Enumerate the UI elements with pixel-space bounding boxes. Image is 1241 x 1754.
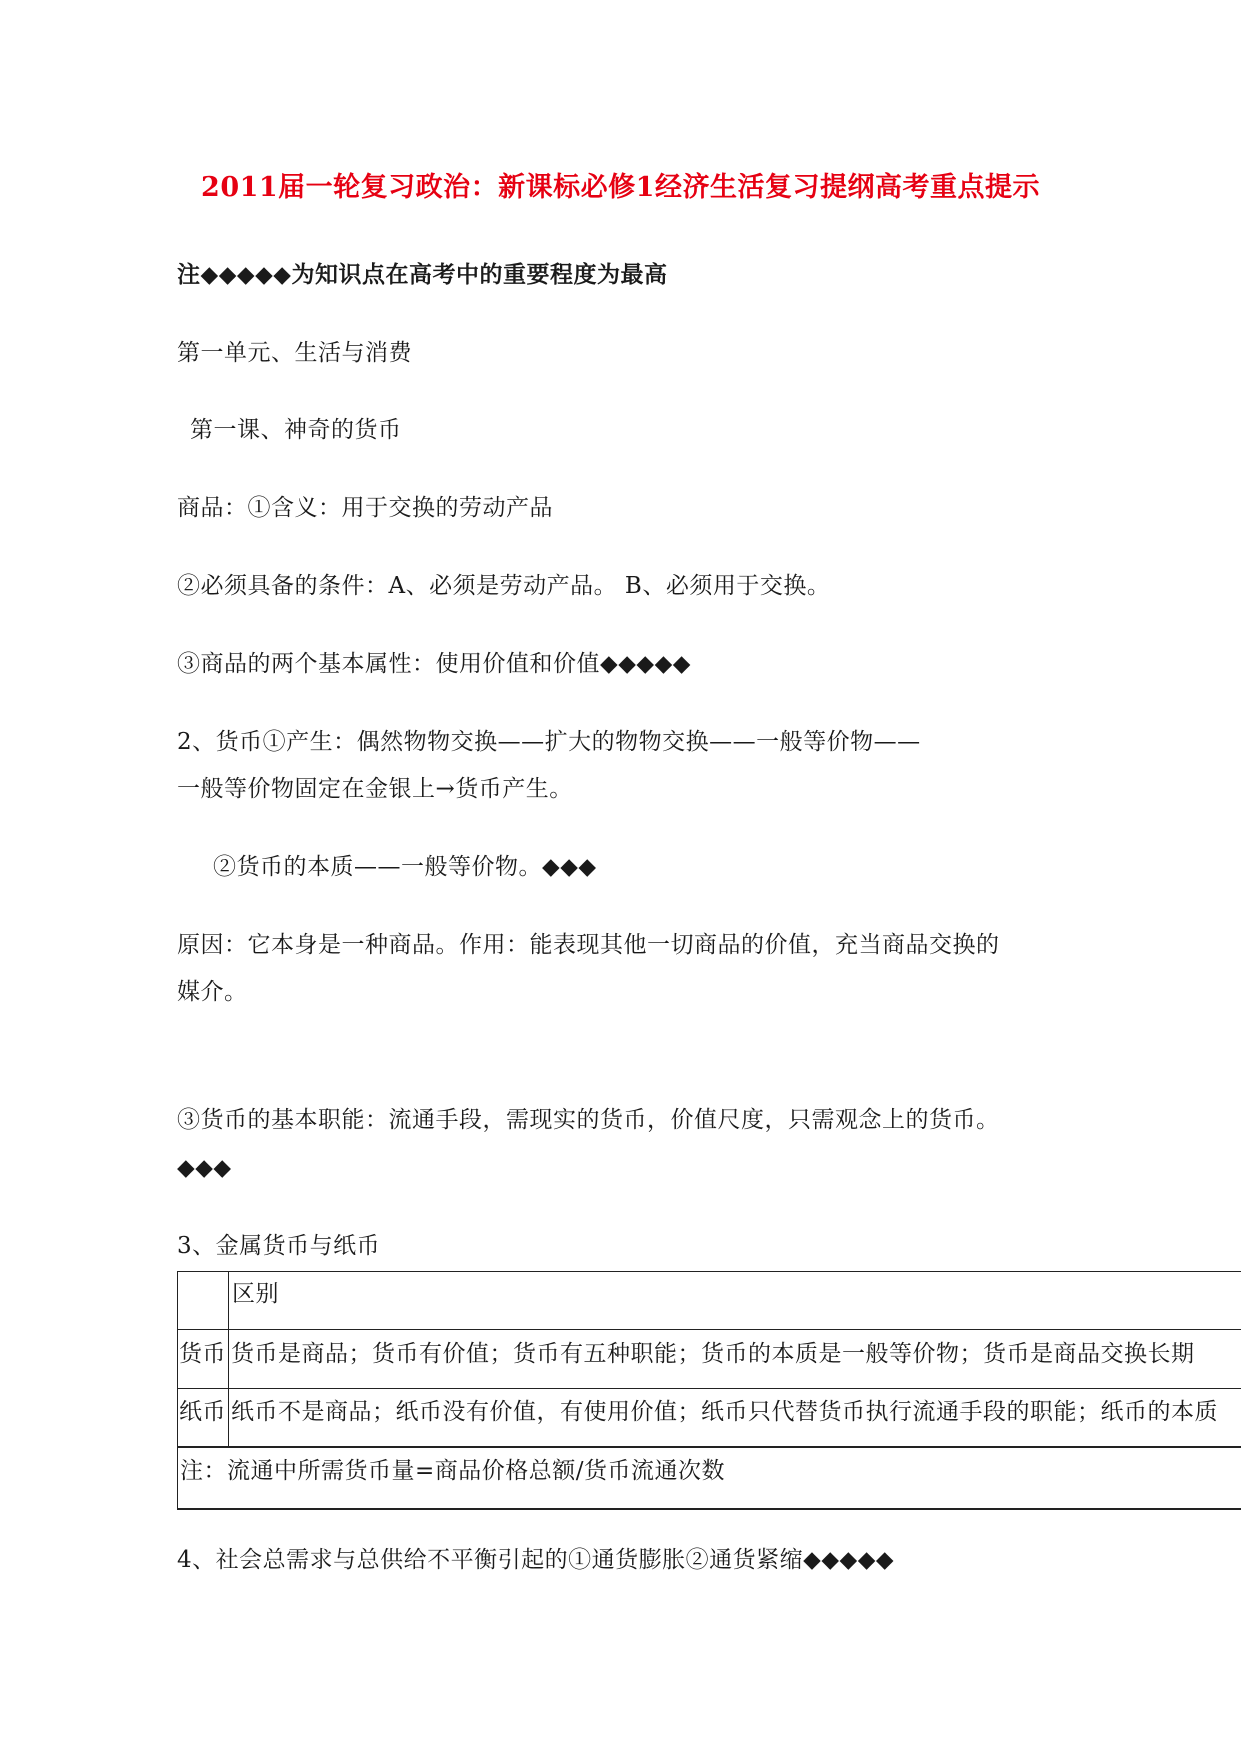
table-row-label: 纸币 xyxy=(179,1399,226,1425)
reason-line-1: 原因：它本身是一种商品。作用：能表现其他一切商品的价值，充当商品交换的 xyxy=(177,932,1000,958)
commodity-attributes: ③商品的两个基本属性：使用价值和价值◆◆◆◆◆ xyxy=(177,651,691,677)
table-note: 注：流通中所需货币量=商品价格总额/货币流通次数 xyxy=(180,1458,726,1484)
money-functions-marks: ◆◆◆ xyxy=(177,1155,232,1181)
section-heading-3: 3、金属货币与纸币 xyxy=(177,1233,381,1259)
table-row-divider xyxy=(178,1388,1241,1389)
table-row-text: 货币是商品；货币有价值；货币有五种职能；货币的本质是一般等价物；货币是商品交换长期 xyxy=(231,1341,1195,1367)
table-column-divider xyxy=(228,1272,229,1447)
lesson-heading: 第一课、神奇的货币 xyxy=(190,417,402,443)
table-row-text: 纸币不是商品；纸币没有价值，有使用价值；纸币只代替货币执行流通手段的职能；纸币的本质 xyxy=(231,1399,1218,1425)
table-row-divider xyxy=(178,1329,1241,1330)
document-title: 2011届一轮复习政治：新课标必修1经济生活复习提纲高考重点提示 xyxy=(201,172,1040,203)
comparison-table xyxy=(177,1271,1241,1510)
table-row-label: 货币 xyxy=(179,1341,226,1367)
money-functions: ③货币的基本职能：流通手段，需现实的货币，价值尺度，只需观念上的货币。 xyxy=(177,1107,1000,1133)
commodity-meaning: 商品：①含义：用于交换的劳动产品 xyxy=(177,495,553,521)
importance-note: 注◆◆◆◆◆为知识点在高考中的重要程度为最高 xyxy=(177,261,668,288)
table-header-cell: 区别 xyxy=(232,1281,279,1307)
table-row-divider xyxy=(178,1446,1241,1448)
money-origin-line-1: 2、货币①产生：偶然物物交换——扩大的物物交换——一般等价物—— xyxy=(177,729,921,755)
money-essence: ②货币的本质——一般等价物。◆◆◆ xyxy=(213,854,597,880)
unit-heading: 第一单元、生活与消费 xyxy=(177,340,412,366)
commodity-conditions: ②必须具备的条件：A、必须是劳动产品。 B、必须用于交换。 xyxy=(177,573,831,599)
table-bottom-border xyxy=(178,1508,1241,1510)
reason-line-2: 媒介。 xyxy=(177,979,248,1005)
section-heading-4: 4、社会总需求与总供给不平衡引起的①通货膨胀②通货紧缩◆◆◆◆◆ xyxy=(177,1547,895,1573)
money-origin-line-2: 一般等价物固定在金银上→货币产生。 xyxy=(177,776,573,802)
